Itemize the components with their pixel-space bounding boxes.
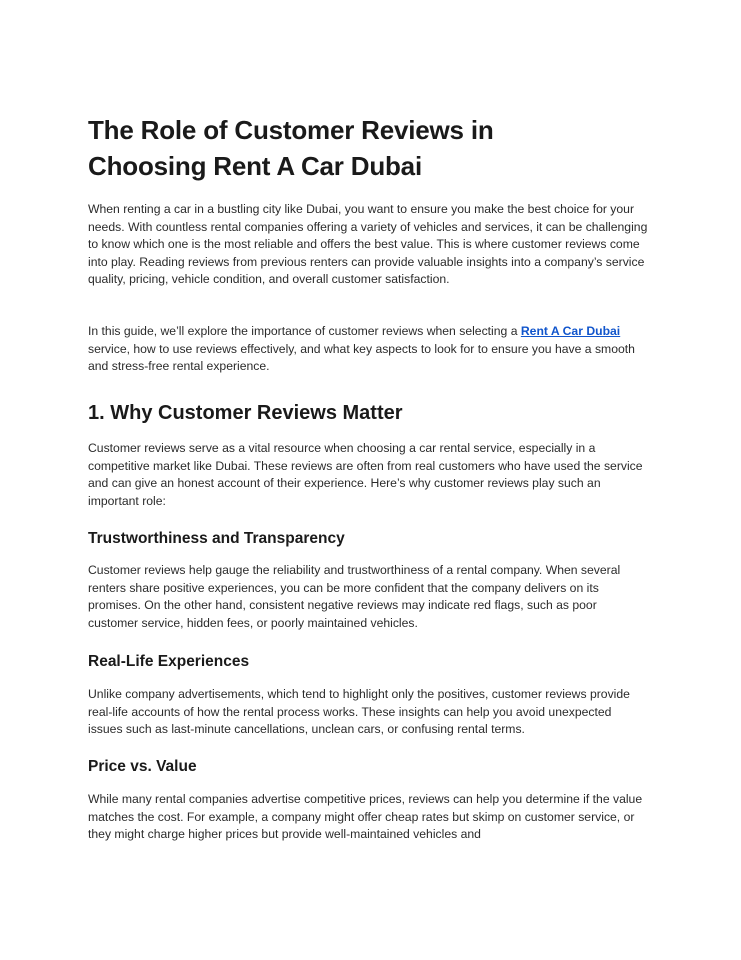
document-title (88, 112, 648, 184)
rent-a-car-dubai-link[interactable]: Rent A Car Dubai (520, 324, 621, 338)
subheading-real-life: Real-Life Experiences (88, 653, 250, 670)
section-why-reviews-paragraph: Customer reviews serve as a vital resource when choosing a car rental service, especially in a competitive market like Dubai. These reviews are often from real customers who have used the service and can give an honest account of their experience. Here’s why customer reviews play such an important role: (88, 441, 643, 508)
intro-paragraph: When renting a car in a bustling city like Dubai, you want to ensure you make the best choice for your needs. With countless rental companies offering a variety of vehicles and services, it can be challenging to know which one is the most reliable and offers the best value. This is where customer reviews come into play. Reading reviews from previous renters can provide valuable insights into a company’s service quality, pricing, vehicle condition, and overall customer satisfaction. (88, 202, 648, 287)
guide-paragraph (88, 323, 648, 376)
title-line-2: Choosing Rent A Car Dubai (88, 151, 422, 181)
title-line-1: The Role of Customer Reviews in (88, 115, 494, 145)
price-value-paragraph: While many rental companies advertise competitive prices, reviews can help you determine if the value matches the cost. For example, a company might offer cheap rates but skimp on customer service, or they might charge higher prices but provide well-maintained vehicles and (88, 792, 643, 842)
section-heading-why-reviews: 1. Why Customer Reviews Matter (88, 402, 403, 424)
trustworthiness-paragraph: Customer reviews help gauge the reliability and trustworthiness of a rental company. When several renters share positive experiences, you can be more confident that the company delivers on its promises. On the other hand, consistent negative reviews may indicate red flags, such as poor customer service, hidden fees, or poorly maintained vehicles. (88, 563, 621, 630)
subheading-trustworthiness: Trustworthiness and Transparency (88, 530, 345, 547)
subheading-price-value: Price vs. Value (88, 758, 197, 775)
guide-text-after: service, how to use reviews effectively, and what key aspects to look for to ensure you have a smooth and stress-free rental experience. (88, 341, 635, 374)
guide-text-before: In this guide, we’ll explore the importance of customer reviews when selecting a (88, 324, 521, 338)
real-life-paragraph: Unlike company advertisements, which tend to highlight only the positives, customer reviews provide real-life accounts of how the rental process works. These insights can help you avoid unexpected issues such as last-minute cancellations, unclean cars, or confusing rental terms. (88, 687, 630, 737)
